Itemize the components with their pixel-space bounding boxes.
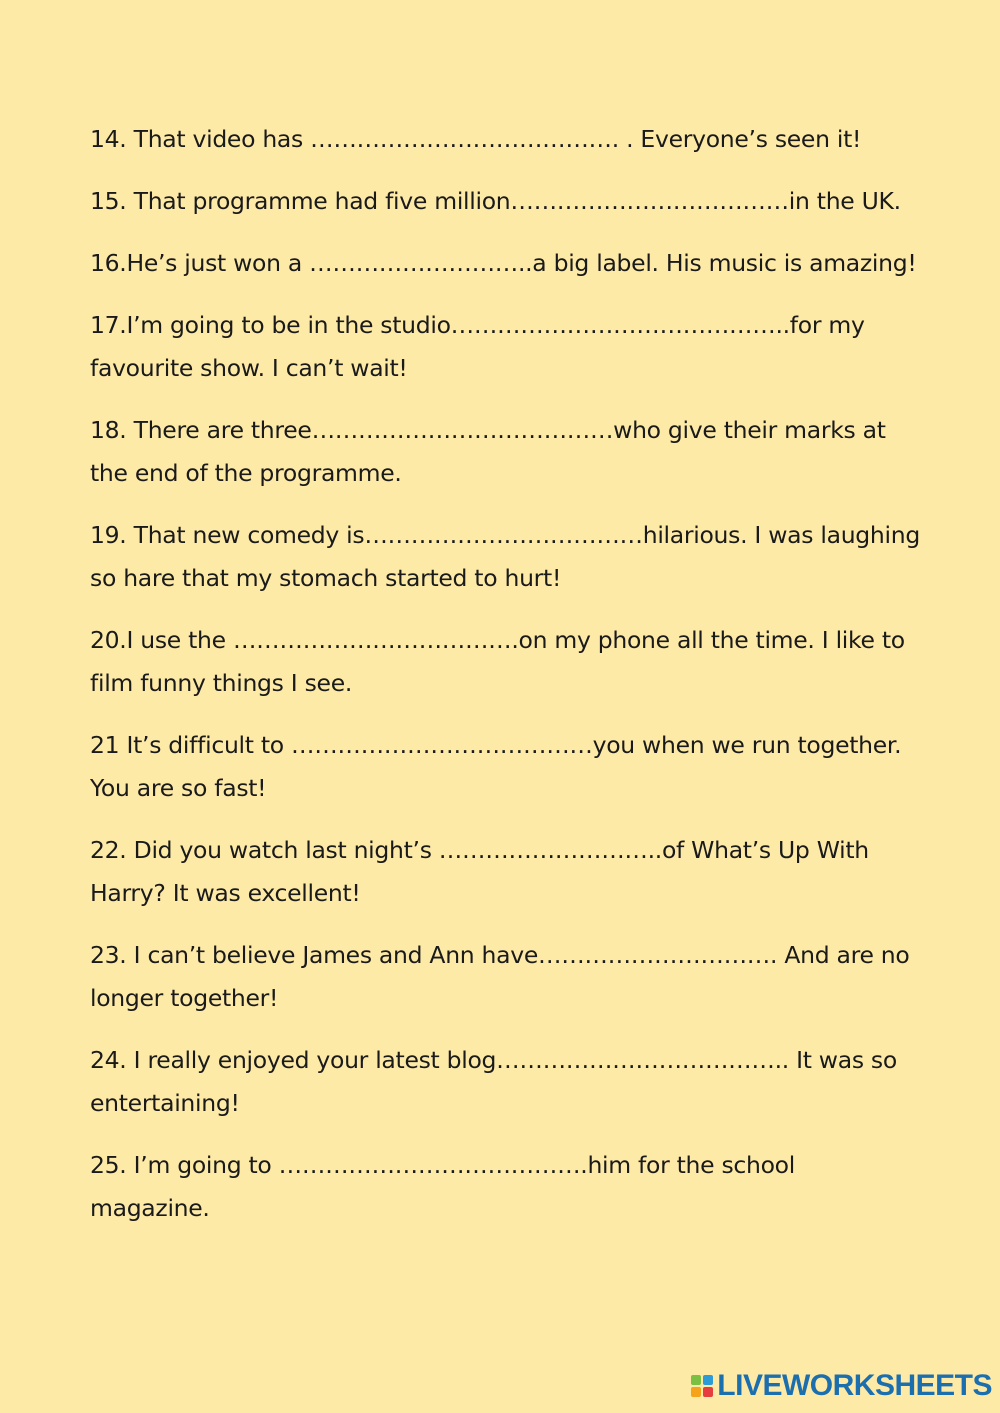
question-17: 17.I’m going to be in the studio……………………………………..for my favourite show. I can’t wait! [90,311,865,382]
brand-label: LIVEWORKSHEETS [717,1369,992,1402]
question-25: 25. I’m going to ………………………………….him for the school magazine. [90,1151,795,1222]
question-24: 24. I really enjoyed your latest blog……………………………….. It was so entertaining! [90,1046,897,1117]
liveworksheets-logo[interactable] [691,1369,992,1403]
liveworksheets-logo-icon [691,1375,713,1397]
question-14: 14. That video has …………………………………. . Everyone’s seen it! [90,125,862,153]
question-16: 16.He’s just won a ………………………..a big label. His music is amazing! [90,249,917,277]
question-22: 22. Did you watch last night’s ………………………..of What’s Up With Harry? It was excellent! [90,836,869,907]
question-15: 15. That programme had five million………………………………in the UK. [90,187,901,215]
question-20: 20.I use the ……………………………….on my phone all the time. I like to film funny things I see. [90,626,905,697]
question-21: 21 It’s difficult to …………………………………you when we run together. You are so fast! [90,731,902,802]
question-23: 23. I can’t believe James and Ann have…………………………. And are no longer together! [90,941,910,1012]
question-19: 19. That new comedy is………………………………hilarious. I was laughing so hare that my stomach started to hurt! [90,521,920,592]
worksheet-questions [90,118,920,1249]
question-18: 18. There are three…………………………………who give their marks at the end of the programme. [90,416,886,487]
